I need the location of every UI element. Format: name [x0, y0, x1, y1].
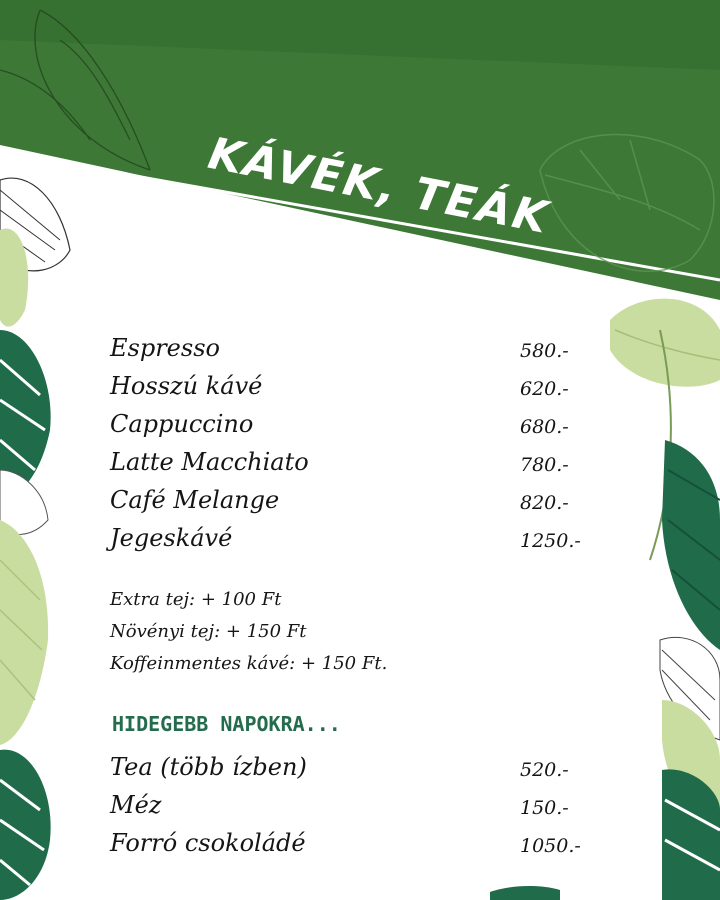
extra-note: Koffeinmentes kávé: + 150 Ft.: [110, 653, 388, 674]
menu-item-name: Tea (több ízben): [110, 753, 307, 781]
menu-item-price: 1050.-: [520, 835, 581, 857]
menu-item: [110, 372, 610, 410]
menu-item-name: Latte Macchiato: [110, 448, 309, 476]
section-heading: HIDEGEBB NAPOKRA...: [112, 712, 341, 736]
coffee-menu-list: [110, 334, 610, 562]
menu-item-name: Hosszú kávé: [110, 372, 263, 400]
menu-item: [110, 791, 610, 829]
menu-item-price: 1250.-: [520, 530, 581, 552]
menu-item: [110, 753, 610, 791]
menu-item-name: Jegeskávé: [110, 524, 233, 552]
menu-item-name: Espresso: [110, 334, 220, 362]
menu-item: [110, 486, 610, 524]
menu-item-price: 780.-: [520, 454, 569, 476]
extra-note: Növényi tej: + 150 Ft: [110, 621, 307, 642]
menu-item-price: 620.-: [520, 378, 569, 400]
menu-item-name: Méz: [110, 791, 162, 819]
menu-item-price: 520.-: [520, 759, 569, 781]
menu-item-price: 150.-: [520, 797, 569, 819]
warm-drinks-menu-list: [110, 753, 610, 867]
menu-item-price: 820.-: [520, 492, 569, 514]
left-leaf-cluster-icon: [0, 178, 70, 900]
extra-note: Extra tej: + 100 Ft: [110, 589, 282, 610]
menu-item: [110, 410, 610, 448]
bottom-brush-mark: [490, 886, 560, 900]
page-title: KÁVÉK, TEÁK: [204, 128, 554, 245]
menu-item: [110, 334, 610, 372]
extras-list: [110, 589, 387, 685]
menu-item: [110, 829, 610, 867]
right-leaf-cluster-icon: [610, 299, 720, 900]
menu-item: [110, 448, 610, 486]
menu-item: [110, 524, 610, 562]
menu-item-name: Forró csokoládé: [110, 829, 306, 857]
menu-item-price: 580.-: [520, 340, 569, 362]
menu-item-name: Cappuccino: [110, 410, 254, 438]
menu-item-name: Café Melange: [110, 486, 280, 514]
menu-item-price: 680.-: [520, 416, 569, 438]
